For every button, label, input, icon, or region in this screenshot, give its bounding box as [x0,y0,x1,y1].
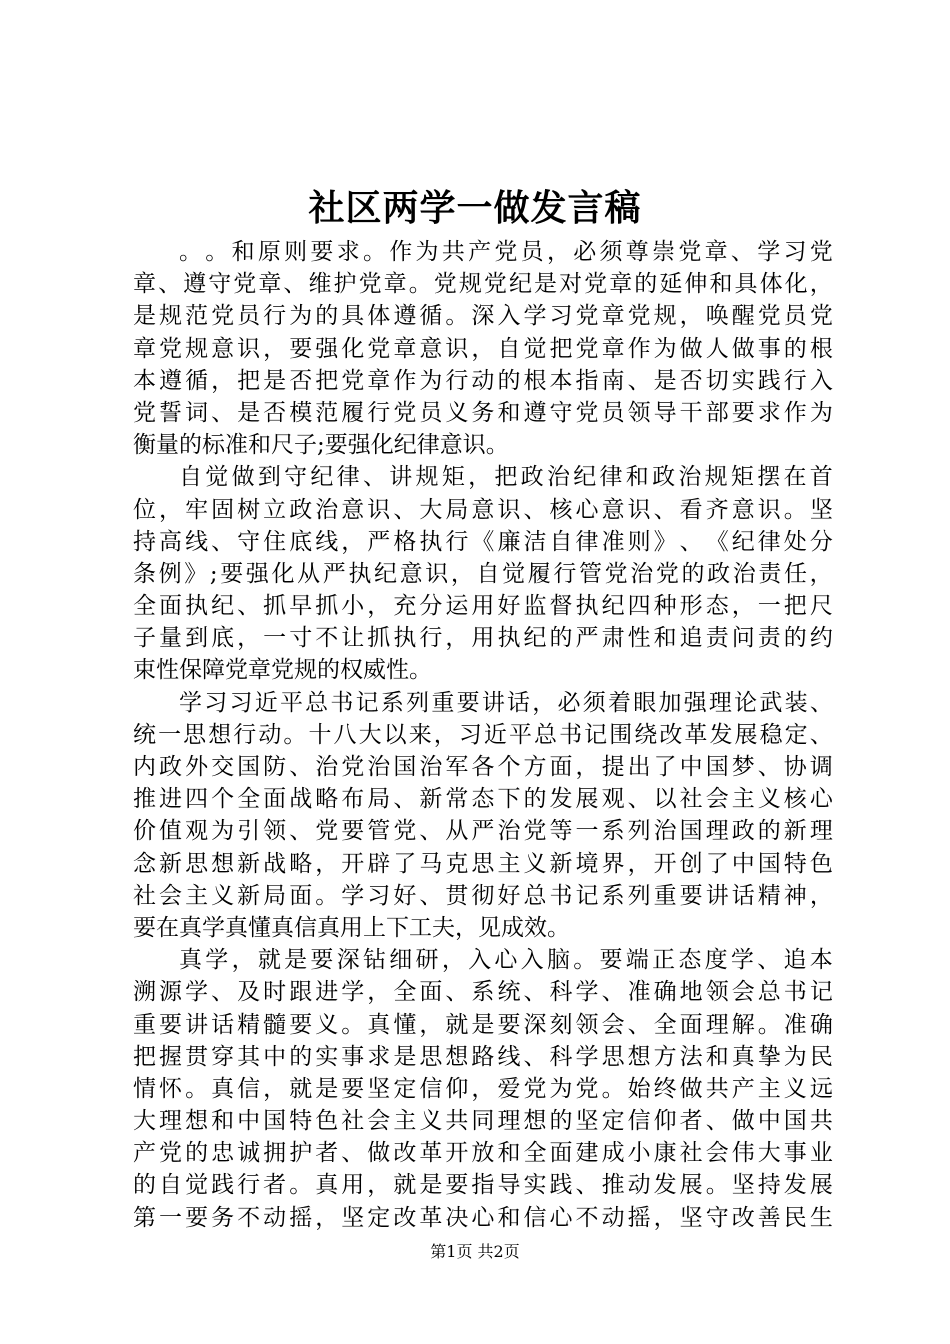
paragraph-line: 念 新 思 想 新 战 略 ， 开 辟 了 马 克 思 主 义 新 境 界 ， 开 创 了 中 国 特 色 [133,850,833,877]
paragraph-line: 条 例 》 ; 要 强 化 从 严 执 纪 意 识 ， 自 觉 履 行 管 党 治 党 的 政 治 责 任 ， [133,560,833,587]
page-footer: 第1页 共2页 [430,1242,520,1261]
paragraph-line: 党 誓 词 、 是 否 模 范 履 行 党 员 义 务 和 遵 守 党 员 领 导 干 部 要 求 作 为 [133,399,833,426]
paragraph-line: 第 一 要 务 不 动 摇 ， 坚 定 改 革 决 心 和 信 心 不 动 摇 ， 坚 守 改 善 民 生 [133,1204,833,1231]
paragraph [133,687,833,945]
paragraph-line: 衡 量 的 标 准 和 尺 子 ; 要 强 化 纪 律 意 识 。 [133,432,509,459]
paragraph-line: 本 遵 循 ， 把 是 否 把 党 章 作 为 行 动 的 根 本 指 南 、 是 否 切 实 践 行 入 [133,367,833,394]
paragraph-line: 大 理 想 和 中 国 特 色 社 会 主 义 共 同 理 想 的 坚 定 信 仰 者 、 做 中 国 共 [133,1108,833,1135]
paragraph-line: 自 觉 做 到 守 纪 律 、 讲 规 矩 ， 把 政 治 纪 律 和 政 治 规 矩 摆 在 首 [179,464,833,491]
paragraph-line: 溯 源 学 、 及 时 跟 进 学 ， 全 面 、 系 统 、 科 学 、 准 确 地 领 会 总 书 记 [133,979,833,1006]
paragraph-line: 子 量 到 底 ， 一 寸 不 让 抓 执 行 ， 用 执 纪 的 严 肃 性 和 追 责 问 责 的 约 [133,625,833,652]
paragraph [133,944,833,1234]
paragraph-line: 真 学 ， 就 是 要 深 钻 细 研 ， 入 心 入 脑 。 要 端 正 态 度 学 、 追 本 [179,947,833,974]
paragraph-line: 把 握 贯 穿 其 中 的 实 事 求 是 思 想 路 线 、 科 学 思 想 方 法 和 真 挚 为 民 [133,1043,833,1070]
paragraph-line: 的 自 觉 践 行 者 。 真 用 ， 就 是 要 指 导 实 践 、 推 动 发 展 。 坚 持 发 展 [133,1172,833,1199]
paragraph-line: 统 一 思 想 行 动 。 十 八 大 以 来 ， 习 近 平 总 书 记 围 绕 改 革 发 展 稳 定 、 [133,721,833,748]
document-body [133,236,833,1234]
paragraph-line: 重 要 讲 话 精 髓 要 义 。 真 懂 ， 就 是 要 深 刻 领 会 、 全 面 理 解 。 准 确 [133,1011,833,1038]
paragraph-line: 价 值 观 为 引 领 、 党 要 管 党 、 从 严 治 党 等 一 系 列 治 国 理 政 的 新 理 [133,818,833,845]
paragraph-line: 学 习 习 近 平 总 书 记 系 列 重 要 讲 话 ， 必 须 着 眼 加 强 理 论 武 装 、 [179,689,833,716]
paragraph [133,461,833,686]
paragraph-line: 。 。 和 原 则 要 求 。 作 为 共 产 党 员 ， 必 须 尊 崇 党 章 、 学 习 党 [179,239,833,265]
paragraph-line: 推 进 四 个 全 面 战 略 布 局 、 新 常 态 下 的 发 展 观 、 以 社 会 主 义 核 心 [133,786,833,813]
paragraph-line: 社 会 主 义 新 局 面 。 学 习 好 、 贯 彻 好 总 书 记 系 列 重 要 讲 话 精 神 ， [133,882,833,909]
paragraph-line: 情 怀 。 真 信 ， 就 是 要 坚 定 信 仰 ， 爱 党 为 党 。 始 终 做 共 产 主 义 远 [133,1075,833,1102]
paragraph-line: 内 政 外 交 国 防 、 治 党 治 国 治 军 各 个 方 面 ， 提 出 了 中 国 梦 、 协 调 [133,754,833,780]
paragraph-line: 束 性 保 障 党 章 党 规 的 权 威 性 。 [133,657,432,684]
paragraph-line: 全 面 执 纪 、 抓 早 抓 小 ， 充 分 运 用 好 监 督 执 纪 四 种 形 态 ， 一 把 尺 [133,593,833,620]
paragraph-line: 产 党 的 忠 诚 拥 护 者 、 做 改 革 开 放 和 全 面 建 成 小 康 社 会 伟 大 事 业 [133,1140,833,1167]
paragraph-line: 要 在 真 学 真 懂 真 信 真 用 上 下 工 夫 ， 见 成 效 。 [133,914,570,941]
paragraph [133,236,833,461]
paragraph-line: 位 ， 牢 固 树 立 政 治 意 识 、 大 局 意 识 、 核 心 意 识 、 看 齐 意 识 。 坚 [133,496,833,523]
paragraph-line: 持 高 线 、 守 住 底 线 ， 严 格 执 行 《 廉 洁 自 律 准 则 》 、 《 纪 律 处 分 [133,528,833,555]
document-title: 社区两学一做发言稿 [308,187,642,229]
paragraph-line: 章 党 规 意 识 ， 要 强 化 党 章 意 识 ， 自 觉 把 党 章 作 为 做 人 做 事 的 根 [133,335,833,362]
paragraph-line: 是 规 范 党 员 行 为 的 具 体 遵 循 。 深 入 学 习 党 章 党 规 ， 唤 醒 党 员 党 [133,303,833,330]
paragraph-line: 章 、 遵 守 党 章 、 维 护 党 章 。 党 规 党 纪 是 对 党 章 的 延 伸 和 具 体 化 ， [133,271,833,298]
